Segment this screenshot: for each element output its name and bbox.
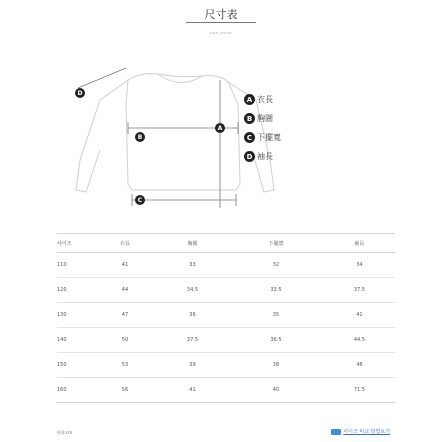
marker-c-label: C (137, 197, 143, 204)
cell-chest: 33 (157, 253, 228, 278)
legend-label-c: 下擺寬 (257, 133, 281, 142)
legend-badge-c: C (244, 132, 255, 143)
cell-sleeve: 37.5 (324, 278, 395, 303)
cell-length: 56 (93, 378, 157, 403)
column-header-hem: 下擺寬 (228, 234, 324, 253)
cell-size: 130 (57, 303, 93, 328)
legend-item-d (244, 149, 314, 164)
cell-chest: 39 (157, 353, 228, 378)
cell-size: 140 (57, 328, 93, 353)
cell-size: 110 (57, 253, 93, 278)
marker-b-label: B (137, 134, 143, 141)
cell-sleeve: 34 (324, 253, 395, 278)
unit-note: 단위:cm (57, 430, 73, 435)
table-header-row (57, 234, 395, 253)
table-row (57, 378, 395, 403)
cell-sleeve: 44.5 (324, 328, 395, 353)
cell-chest: 34.5 (157, 278, 228, 303)
column-header-chest: 胸圍 (157, 234, 228, 253)
cell-length: 44 (93, 278, 157, 303)
legend-badge-d: D (244, 151, 255, 162)
cell-hem: 38 (228, 353, 324, 378)
marker-d-label: D (77, 90, 83, 97)
cell-hem: 32 (228, 253, 324, 278)
cell-size: 150 (57, 353, 93, 378)
table-row (57, 328, 395, 353)
legend-item-a (244, 92, 314, 107)
cell-hem: 36.5 (228, 328, 324, 353)
legend-label-a: 衣長 (257, 95, 273, 104)
legend-badge-a: A (244, 94, 255, 105)
cell-chest: 41 (157, 378, 228, 403)
cell-length: 50 (93, 328, 157, 353)
size-guide-link-text[interactable]: 사이즈 비교 방법보기 (343, 429, 390, 435)
legend-label-b: 胸圍 (257, 114, 273, 123)
table-row (57, 253, 395, 278)
legend-badge-b: B (244, 113, 255, 124)
cell-hem: 35 (228, 303, 324, 328)
page-title: 尺寸表 (204, 8, 238, 21)
ruler-icon (331, 429, 341, 435)
cell-sleeve: 41 (324, 303, 395, 328)
legend-item-c (244, 130, 314, 145)
title-underline (186, 22, 256, 23)
cell-sleeve: 48 (324, 353, 395, 378)
cell-length: 53 (93, 353, 157, 378)
marker-a-label: A (217, 125, 223, 132)
column-header-size: 사이즈 (57, 234, 93, 253)
table-row (57, 353, 395, 378)
table-row (57, 278, 395, 303)
cell-chest: 36 (157, 303, 228, 328)
sleeve-measure-line (78, 68, 126, 88)
cell-length: 47 (93, 303, 157, 328)
garment-left-sleeve-outline (76, 80, 128, 192)
cell-hem: 33.5 (228, 278, 324, 303)
size-guide-link[interactable] (331, 428, 390, 435)
page-subtitle: SIZE CHART (209, 31, 233, 35)
legend-item-b (244, 111, 314, 126)
cell-hem: 40 (228, 378, 324, 403)
cell-chest: 37.5 (157, 328, 228, 353)
cell-sleeve: 71.5 (324, 378, 395, 403)
measurement-legend (244, 92, 314, 168)
column-header-sleeve: 袖長 (324, 234, 395, 253)
cell-length: 41 (93, 253, 157, 278)
legend-label-d: 袖長 (257, 152, 273, 161)
size-table (57, 233, 395, 403)
cell-size: 160 (57, 378, 93, 403)
column-header-length: 衣長 (93, 234, 157, 253)
cell-size: 120 (57, 278, 93, 303)
table-row (57, 303, 395, 328)
